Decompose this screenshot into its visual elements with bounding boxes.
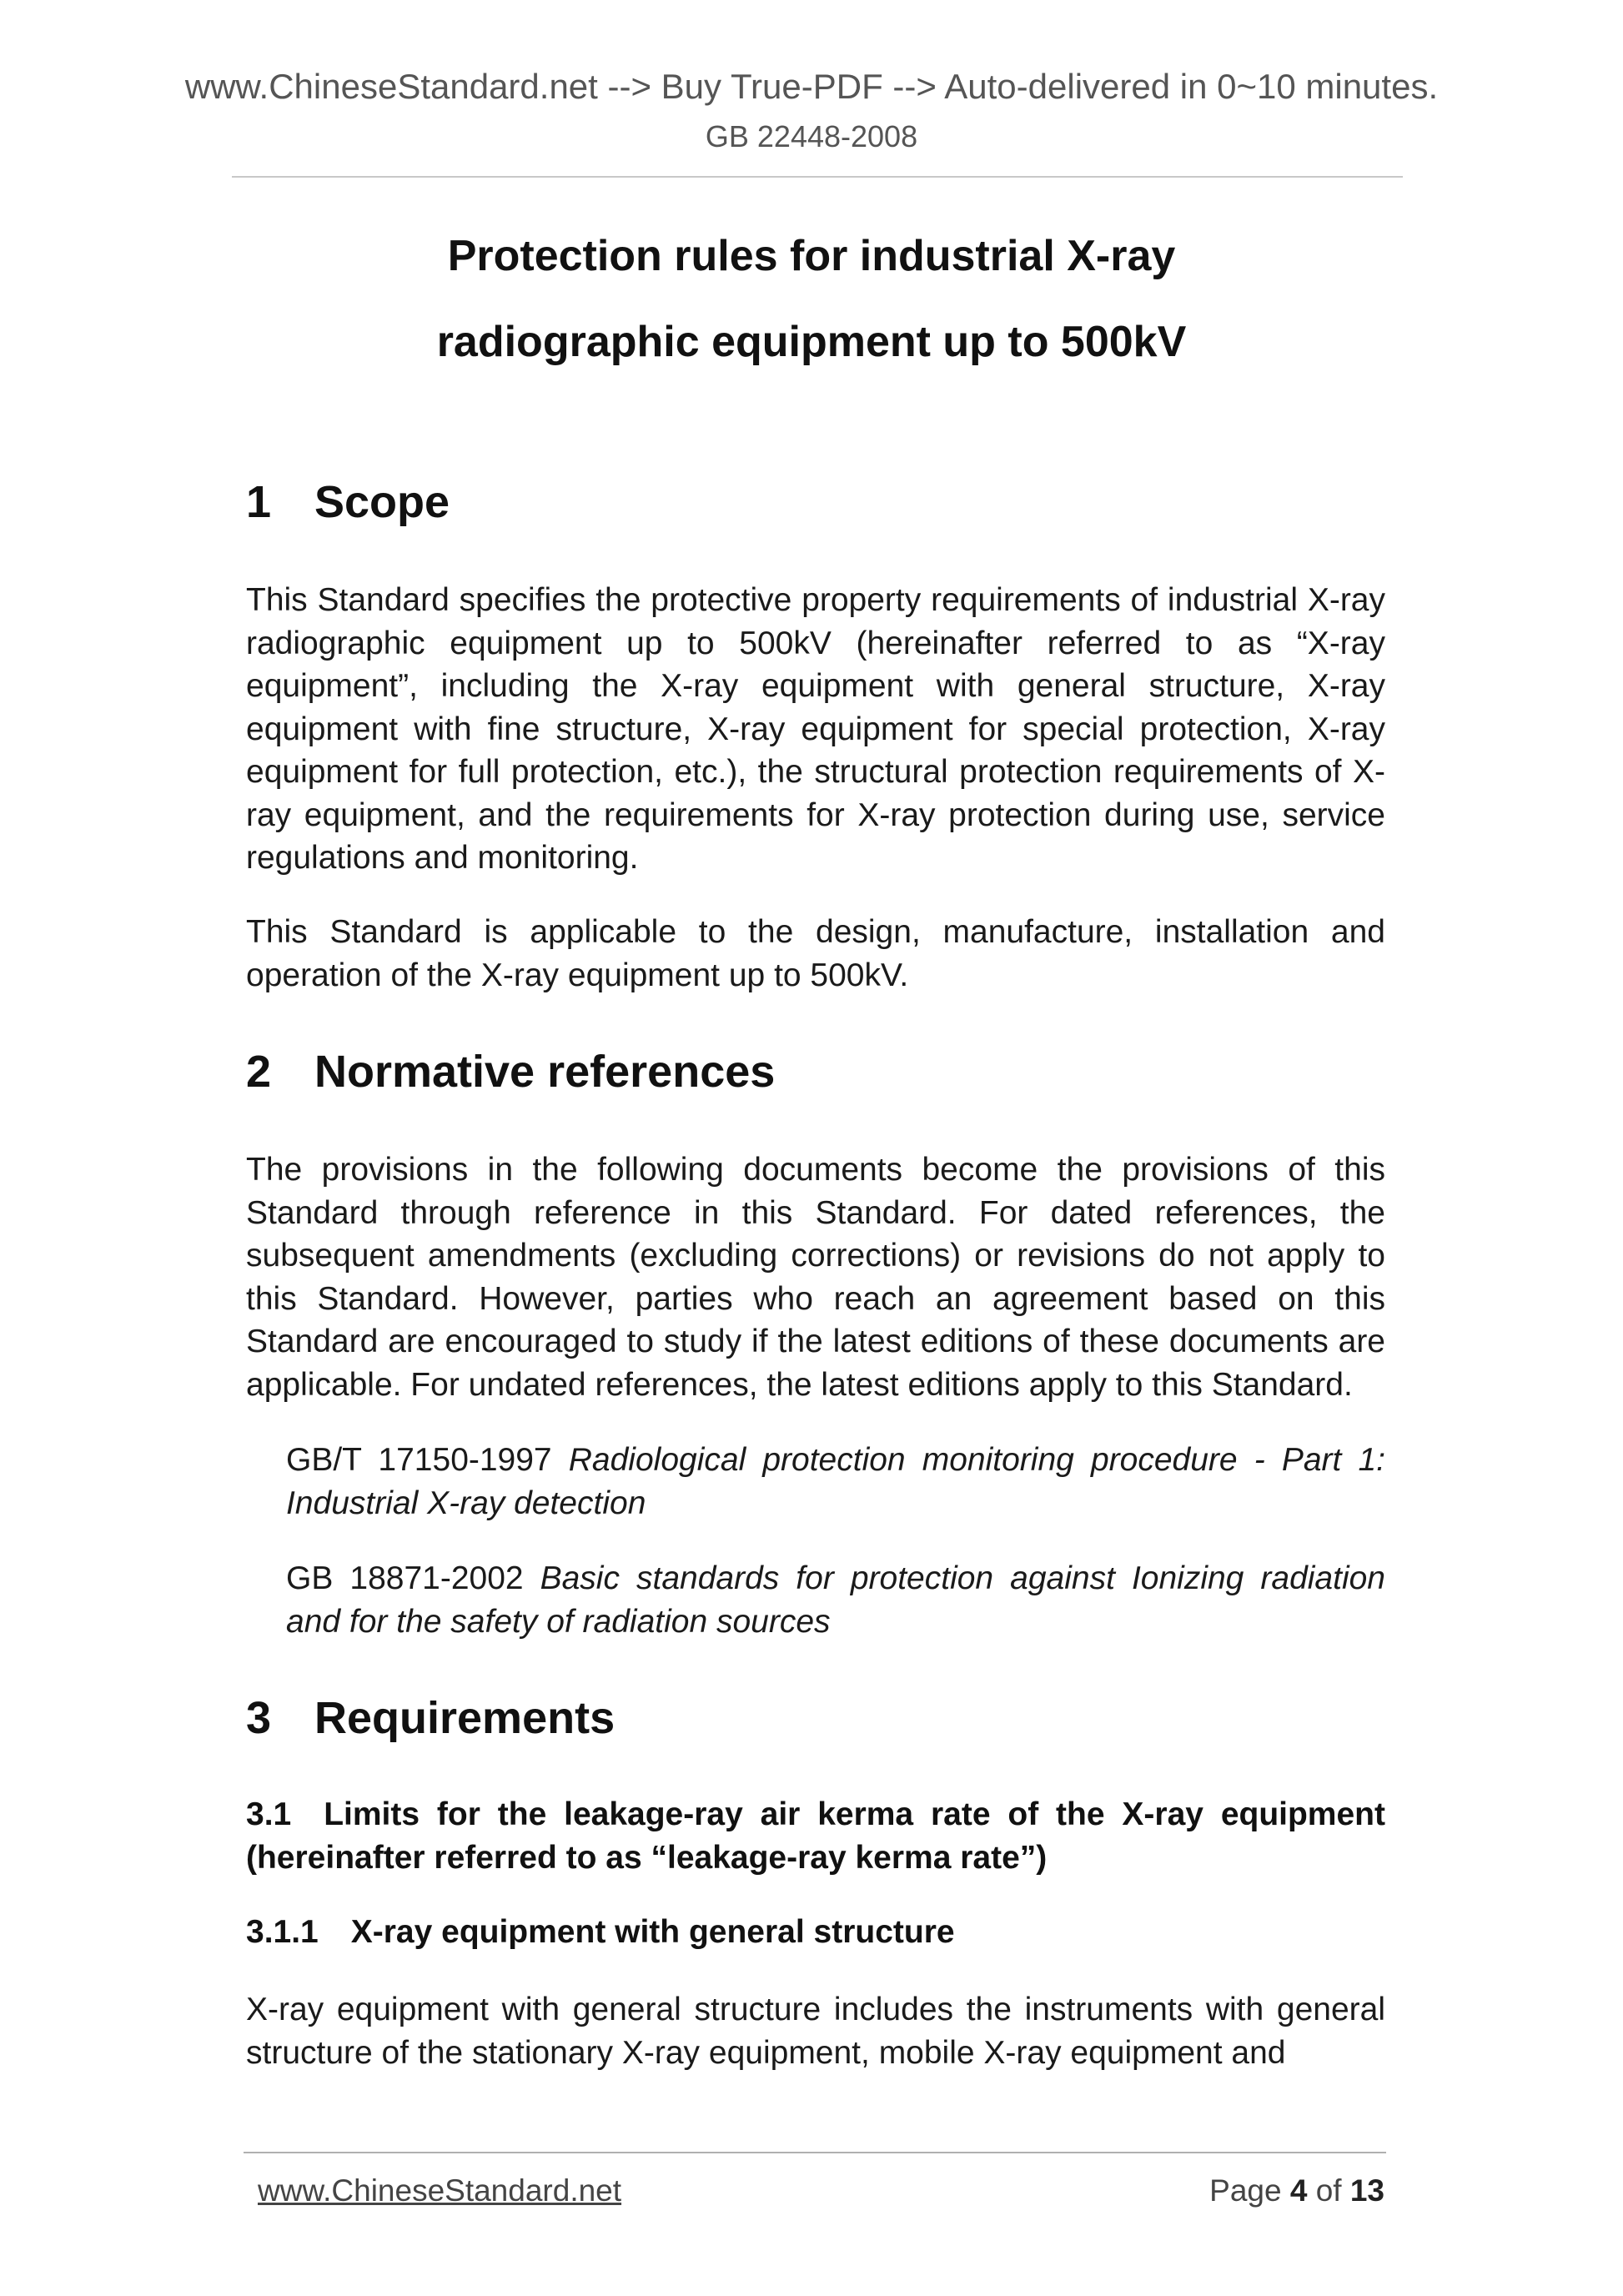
- footer-divider: [244, 2152, 1386, 2153]
- reference-code: GB 18871-2002: [286, 1560, 540, 1596]
- standard-code: GB 22448-2008: [705, 119, 918, 153]
- section-2-number: 2: [246, 1047, 272, 1097]
- document-title-line-2: radiographic equipment up to 500kV: [436, 318, 1187, 366]
- reference-title: Radiological protection monitoring procedure - Part 1: Industrial X-ray detection: [286, 1442, 1386, 1521]
- reference-item: [286, 1557, 1385, 1643]
- section-2-heading: [246, 1044, 775, 1099]
- section-1-heading: [246, 475, 450, 530]
- scope-paragraph-1: This Standard specifies the protective property requirements of industrial X-ray radiographic equipment up to 500kV (hereinafter referred to as “X-ray equipment”, including the X-ray equipment with general structure, X-ray equipment with fine structure, X-ray equipment for special protection, X-ray equipment for full protection, etc.), the structural protection requirements of X-ray equipment, and the requirements for X-ray protection during use, service regulations and monitoring.: [246, 582, 1385, 876]
- footer-site-link[interactable]: www.ChineseStandard.net: [258, 2173, 622, 2208]
- page-of: of: [1307, 2173, 1350, 2208]
- section-3-heading: [246, 1691, 615, 1746]
- section-1-title: Scope: [314, 477, 450, 527]
- reference-item: [286, 1439, 1385, 1525]
- document-title-line-1: Protection rules for industrial X-ray: [447, 232, 1176, 280]
- reference-title: Basic standards for protection against Ionizing radiation and for the safety of radiation sources: [286, 1560, 1385, 1640]
- subsection-3-1-1-heading: 3.1.1 X-ray equipment with general structure: [246, 1914, 955, 1950]
- normative-references-paragraph: The provisions in the following documents become the provisions of this Standard through reference in this Standard. For dated references, the subsequent amendments (excluding corrections) or revisions do not apply to this Standard. However, parties who reach an agreement based on this Standard are encouraged to study if the latest editions of these documents are applicable. For undated references, the latest editions apply to this Standard.: [246, 1152, 1385, 1403]
- section-3-title: Requirements: [314, 1693, 616, 1743]
- general-structure-paragraph: X-ray equipment with general structure includes the instruments with general structure of the stationary X-ray equipment, mobile X-ray equipment and: [246, 1992, 1385, 2071]
- current-page-number: 4: [1289, 2173, 1308, 2208]
- header-divider: [232, 176, 1403, 178]
- section-3-number: 3: [246, 1693, 272, 1743]
- subsection-3-1-heading: 3.1 Limits for the leakage-ray air kerma rate of the X-ray equipment (hereinafter referred to as “leakage-ray kerma rate”): [246, 1796, 1385, 1876]
- section-2-title: Normative references: [314, 1047, 776, 1097]
- reference-code: GB/T 17150-1997: [286, 1442, 569, 1478]
- page-prefix: Page: [1209, 2173, 1290, 2208]
- page-indicator: [1209, 2172, 1384, 2210]
- site-banner: www.ChineseStandard.net --> Buy True-PDF --> Auto-delivered in 0~10 minutes.: [184, 67, 1439, 106]
- section-1-number: 1: [246, 477, 272, 527]
- scope-paragraph-2: This Standard is applicable to the design, manufacture, installation and operation of the X-ray equipment up to 500kV.: [246, 914, 1385, 993]
- total-page-count: 13: [1349, 2173, 1384, 2208]
